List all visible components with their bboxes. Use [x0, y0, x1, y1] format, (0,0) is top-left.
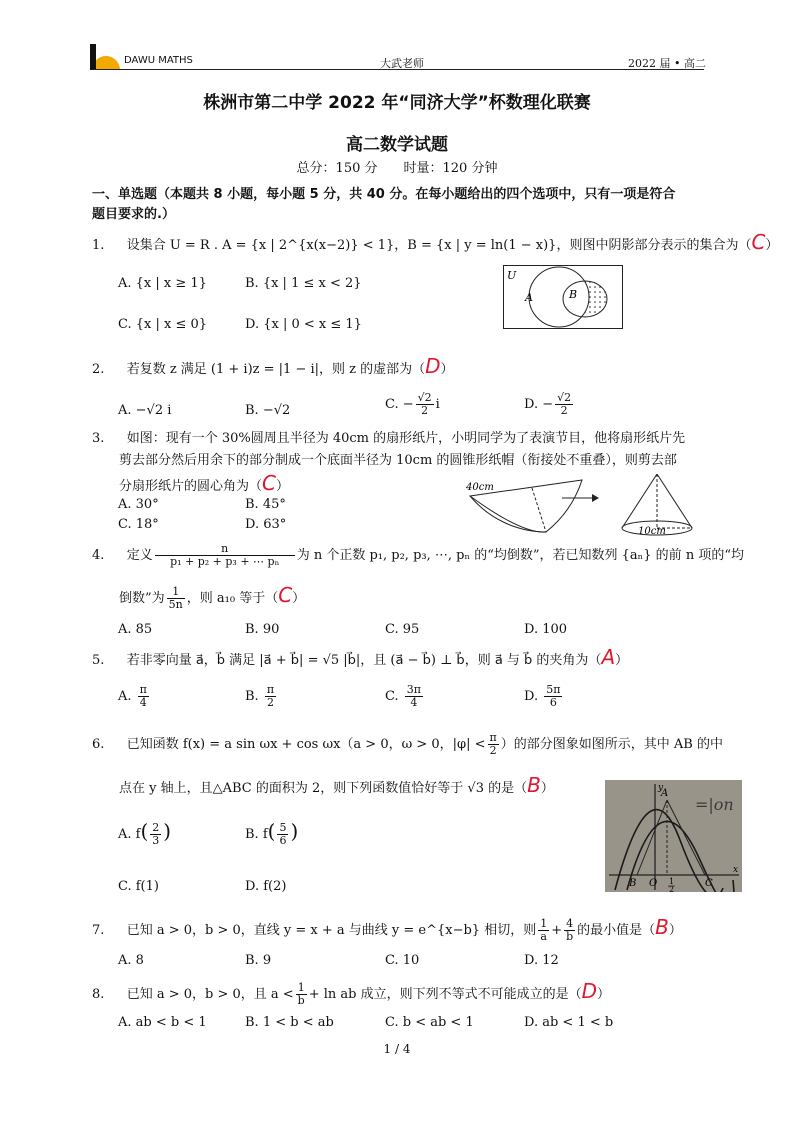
option-c: C. {x | x ≤ 0} — [118, 317, 208, 332]
option-b: B. −√2 — [245, 403, 291, 418]
numerator: 1 — [296, 982, 307, 995]
numerator: n — [155, 543, 295, 556]
question-stem: 点在 y 轴上，且△ABC 的面积为 2，则下列函数值恰好等于 √3 的是（ — [119, 781, 528, 796]
option-label: D. − — [524, 397, 554, 412]
fraction — [277, 822, 288, 847]
label-b: B — [569, 288, 578, 301]
numerator: √2 — [417, 391, 432, 404]
fraction — [155, 543, 295, 568]
option-c: C. 10 — [385, 953, 420, 968]
question-2 — [92, 354, 454, 379]
option-a: A. f( $\frac{2}{3}$ ) — [118, 819, 172, 847]
question-stem: 为 n 个正数 p₁, p₂, p₃, ⋯, pₙ 的“均倒数”，若已知数列 {aₙ} 的前 n 项的“均 — [296, 548, 744, 563]
fraction — [488, 732, 499, 757]
handwritten-note: =|on — [695, 795, 734, 814]
question-stem-post: ，则 a₁₀ 等于（ — [186, 591, 279, 606]
section-heading-line2: 题目要求的.） — [92, 207, 175, 222]
denominator: b — [297, 994, 305, 1007]
set-a-circle — [529, 267, 589, 327]
option-c: C. 18° — [118, 517, 159, 532]
numerator: 4 — [564, 918, 575, 931]
page-subtitle: 高二数学试题 — [346, 135, 448, 155]
numerator: π — [266, 683, 275, 696]
option-b — [245, 684, 278, 709]
sector-arc — [470, 496, 546, 532]
logo-sun-icon — [90, 44, 122, 70]
numerator: π — [489, 731, 497, 744]
question-number: 2. — [92, 362, 105, 377]
question-6 — [92, 732, 723, 757]
question-stem-pre: 定义 — [126, 548, 153, 563]
question-number: 1. — [92, 238, 105, 253]
option-a: A. 85 — [118, 622, 153, 637]
paren-close: ） — [540, 781, 554, 796]
denominator: 2 — [266, 696, 274, 709]
option-suffix: i — [435, 397, 440, 412]
question-6-line2 — [119, 773, 554, 798]
venn-diagram — [503, 265, 623, 329]
paren-close: ） — [597, 987, 611, 1002]
question-stem-post: ）的部分图象如图所示，其中 AB 的中 — [500, 737, 723, 752]
option-a: A. 8 — [118, 953, 144, 968]
sector-to-cone-figure — [462, 474, 712, 540]
radius-label: 40cm — [466, 482, 494, 493]
option-c — [385, 392, 440, 417]
option-d: D. 12 — [524, 953, 559, 968]
exam-meta: 总分：150 分 时量：120 分钟 — [296, 161, 498, 176]
question-4-line2 — [119, 583, 306, 611]
numerator: 5π — [546, 683, 561, 696]
question-stem: 已知 a > 0，b > 0，且 a < — [126, 987, 294, 1002]
option-c: C. f(1) — [118, 879, 159, 894]
paren-close: ） — [668, 923, 682, 938]
question-7: 7. 已知 a > 0，b > 0，直线 y = x + a 与曲线 y = e^{x−b} 相切，则 $\frac{1}{a}$ + $\frac{4}{b}$ 的最小值是（B） — [92, 915, 682, 943]
fraction — [150, 822, 161, 847]
label-half-num: 1 — [669, 877, 675, 886]
option-c — [385, 684, 425, 709]
fraction — [296, 982, 307, 1007]
label-u: U — [507, 269, 517, 282]
question-number: 5. — [92, 653, 105, 668]
option-b: B. {x | 1 ≤ x < 2} — [245, 276, 362, 291]
fraction — [405, 684, 423, 709]
option-label: B. — [245, 689, 259, 704]
option-d — [524, 392, 575, 417]
option-b: B. 45° — [245, 497, 286, 512]
question-number: 4. — [92, 548, 105, 563]
function-graph-photo — [605, 780, 742, 892]
answer-mark: C — [751, 230, 766, 254]
fraction — [416, 392, 434, 417]
question-number: 8. — [92, 987, 105, 1002]
option-d: D. 63° — [245, 517, 287, 532]
denominator: b — [566, 930, 574, 943]
question-stem: 已知函数 f(x) = a sin ωx + cos ωx（a > 0，ω > 0，|φ| < — [126, 737, 486, 752]
fraction — [555, 392, 573, 417]
cone-left-edge — [622, 474, 657, 528]
answer-mark: B — [527, 773, 541, 797]
numerator: √2 — [557, 391, 572, 404]
answer-mark: B — [655, 915, 669, 939]
numerator: 2 — [152, 821, 160, 834]
option-d — [524, 684, 564, 709]
option-label: B. f — [245, 827, 268, 842]
option-a: A. {x | x ≥ 1} — [118, 276, 207, 291]
numerator: 1 — [167, 586, 185, 599]
question-1 — [92, 230, 779, 255]
denominator: 3 — [152, 834, 160, 847]
label-o: O — [649, 878, 658, 889]
denominator: 2 — [489, 744, 497, 757]
option-d: D. {x | 0 < x ≤ 1} — [245, 317, 362, 332]
numerator: 5 — [279, 821, 287, 834]
question-stem-line2: 剪去部分然后用余下的部分制成一个底面半径为 10cm 的圆锥形纸帽（衔接处不重叠），则剪去部 — [119, 453, 677, 468]
logo — [90, 44, 122, 70]
option-d: D. f(2) — [245, 879, 287, 894]
header-right: 2022 届 • 高二 — [628, 57, 706, 70]
question-stem: 若非零向量 a⃗，b⃗ 满足 |a⃗ + b⃗| = √5 |b⃗|，且 (a⃗ − b⃗) ⊥ b⃗，则 a⃗ 与 b⃗ 的夹角为（ — [126, 653, 602, 668]
denominator: 5n — [168, 598, 183, 611]
question-stem: 设集合 U = R . A = {x | 2^{x(x−2)} < 1}，B = {x | y = ln(1 − x)}，则图中阴影部分表示的集合为（ — [126, 238, 752, 253]
fraction — [544, 684, 562, 709]
page-number: 1 / 4 — [383, 1042, 411, 1056]
numerator: π — [139, 683, 147, 696]
answer-mark: D — [425, 354, 441, 378]
question-stem-pre: 倒数”为 — [119, 591, 165, 606]
logo-text: DAWU MATHS — [124, 55, 193, 66]
fraction — [538, 918, 549, 943]
option-b: B. 90 — [245, 622, 280, 637]
question-number: 3. — [92, 431, 105, 446]
fraction — [265, 684, 276, 709]
cone-right-edge — [657, 474, 692, 528]
option-a: A. −√2 i — [118, 403, 172, 418]
denominator: 4 — [410, 696, 418, 709]
paren-close: ） — [292, 591, 306, 606]
cut-line — [532, 488, 546, 532]
question-number: 7. — [92, 923, 105, 938]
denominator: 2 — [421, 404, 429, 417]
question-stem-post: 的最小值是（ — [577, 923, 656, 938]
denominator: a — [540, 930, 547, 943]
question-8 — [92, 979, 611, 1007]
label-c: C — [705, 878, 713, 889]
paren-close: ） — [275, 479, 289, 494]
question-number: 6. — [92, 737, 105, 752]
option-a: A. 30° — [118, 497, 159, 512]
option-label: C. — [385, 689, 399, 704]
question-stem-line3 — [119, 471, 289, 496]
question-stem-post: + ln ab 成立，则下列不等式不可能成立的是（ — [308, 987, 582, 1002]
denominator: 2 — [560, 404, 568, 417]
denominator: p₁ + p₂ + p₃ + ⋯ pₙ — [170, 555, 280, 568]
option-c: C. b < ab < 1 — [385, 1015, 474, 1030]
option-label: A. f — [118, 827, 141, 842]
option-label: D. — [524, 689, 539, 704]
label-a: A — [525, 291, 533, 304]
question-3 — [92, 430, 685, 448]
option-a: A. ab < b < 1 — [118, 1015, 207, 1030]
fraction — [564, 918, 575, 943]
question-4 — [92, 543, 744, 568]
base-radius-label: 10cm — [638, 526, 666, 537]
arrow-head-icon — [592, 494, 599, 502]
label-x: x — [733, 865, 739, 875]
paren-close: ） — [440, 362, 454, 377]
label-half-den: 2 — [669, 885, 675, 892]
question-stem: 已知 a > 0，b > 0，直线 y = x + a 与曲线 y = e^{x−b} 相切，则 — [126, 923, 537, 938]
option-c: C. 95 — [385, 622, 420, 637]
paren-close: ） — [615, 653, 629, 668]
denominator: 4 — [139, 696, 147, 709]
option-label: C. − — [385, 397, 414, 412]
numerator: 3π — [406, 683, 421, 696]
denominator: 6 — [279, 834, 287, 847]
header-rule — [92, 69, 704, 70]
option-a — [118, 684, 151, 709]
answer-mark: D — [581, 979, 598, 1003]
label-y: y — [658, 783, 664, 793]
question-stem-text: 分扇形纸片的圆心角为（ — [119, 479, 263, 494]
option-b: B. f( $\frac{5}{6}$ ) — [245, 819, 299, 847]
fraction — [167, 586, 185, 611]
section-heading-line1: 一、单选题（本题共 8 小题，每小题 5 分，共 40 分。在每小题给出的四个选项中，只有一项是符合 — [92, 187, 676, 202]
option-b: B. 9 — [245, 953, 272, 968]
answer-mark: C — [262, 471, 276, 495]
header-center: 大武老师 — [380, 57, 424, 70]
label-b: B — [629, 878, 637, 889]
denominator: 6 — [549, 696, 557, 709]
answer-mark: C — [278, 583, 293, 607]
paren-close: ） — [765, 238, 779, 253]
question-stem: 若复数 z 满足 (1 + i)z = |1 − i|，则 z 的虚部为（ — [126, 362, 426, 377]
question-5 — [92, 645, 629, 670]
question-stem-line1: 如图：现有一个 30%圆周且半径为 40cm 的扇形纸片，小明同学为了表演节目，他将扇形纸片先 — [126, 431, 686, 446]
option-b: B. 1 < b < ab — [245, 1015, 334, 1030]
label-a: A — [661, 788, 669, 799]
fraction — [138, 684, 149, 709]
page-title: 株洲市第二中学 2022 年“同济大学”杯数理化联赛 — [203, 93, 591, 113]
numerator: 1 — [540, 917, 548, 930]
option-d: D. ab < 1 < b — [524, 1015, 614, 1030]
option-d: D. 100 — [524, 622, 568, 637]
option-label: A. — [118, 689, 132, 704]
answer-mark: A — [601, 645, 616, 669]
